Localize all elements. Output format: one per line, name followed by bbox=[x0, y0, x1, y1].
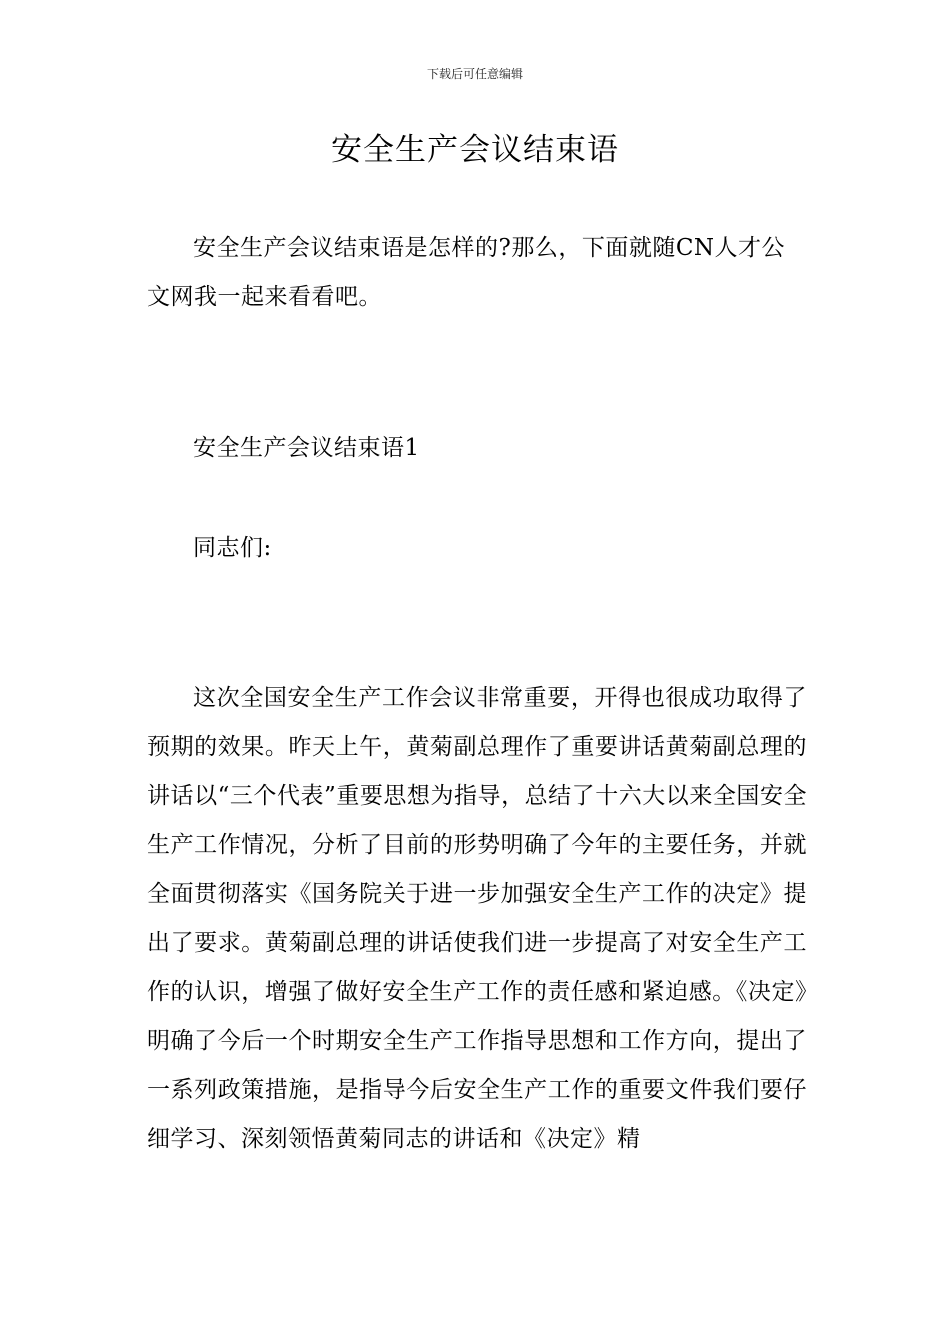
greeting-line: 同志们: bbox=[193, 535, 272, 561]
document-title: 安全生产会议结束语 bbox=[331, 132, 619, 168]
section-heading: 安全生产会议结束语1 bbox=[193, 435, 420, 461]
body-paragraph: 这次全国安全生产工作会议非常重要，开得也很成功取得了预期的效果。昨天上午，黄菊副总理作了重要讲话黄菊副总理的讲话以“三个代表”重要思想为指导，总结了十六大以来全国安全生产工作情况，分析了目前的形势明确了今年的主要任务，并就全面贯彻落实《国务院关于进一步加强安全生产工作的决定》提出了要求。黄菊副总理的讲话使我们进一步提高了对安全生产工作的认识，增强了做好安全生产工作的责任感和紧迫感。《决定》明确了今后一个时期安全生产工作指导思想和工作方向，提出了一系列政策措施，是指导今后安全生产工作的重要文件我们要仔细学习、深刻领悟黄菊同志的讲话和《决定》精 bbox=[147, 685, 807, 1152]
intro-paragraph: 安全生产会议结束语是怎样的?那么，下面就随CN人才公文网我一起来看看吧。 bbox=[147, 235, 786, 310]
header-note: 下载后可任意编辑 bbox=[426, 67, 523, 81]
